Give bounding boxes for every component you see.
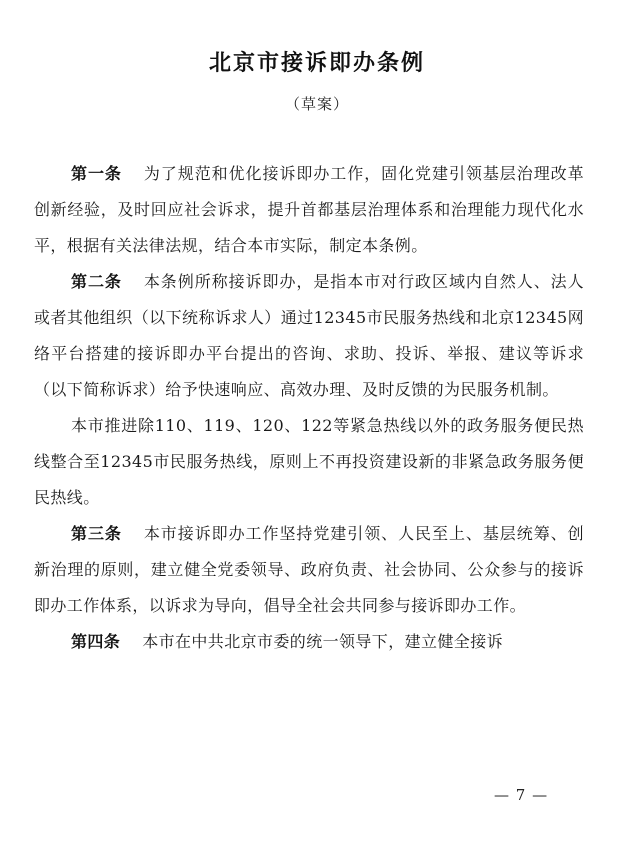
- continuation-paragraph: [34, 408, 584, 516]
- article-number: 第二条: [71, 272, 122, 291]
- article-number: 第一条: [71, 164, 122, 183]
- article-number: 第四条: [71, 632, 121, 651]
- paragraph-text: 本市推进除110、119、120、122等紧急热线以外的政务服务便民热线整合至12345市民服务热线，原则上不再投资建设新的非紧急政务服务便民热线。: [34, 416, 584, 507]
- document-title: 北京市接诉即办条例: [208, 51, 425, 76]
- paragraph-text: 本市接诉即办工作坚持党建引领、人民至上、基层统筹、创新治理的原则，建立健全党委领导、政府负责、社会协同、公众参与的接诉即办工作体系，以诉求为导向，倡导全社会共同参与接诉即办工作。: [34, 524, 585, 615]
- document-body: [34, 156, 584, 660]
- article-number: 第三条: [71, 524, 122, 543]
- article-paragraph-3: [34, 516, 584, 624]
- paragraph-text: 本条例所称接诉即办，是指本市对行政区域内自然人、法人或者其他组织（以下统称诉求人）通过12345市民服务热线和北京12345网络平台搭建的接诉即办平台提出的咨询、求助、投诉、举报、建议等诉求（以下简称诉求）给予快速响应、高效办理、及时反馈的为民服务机制。: [34, 272, 585, 399]
- article-paragraph-4: [34, 624, 584, 660]
- article-paragraph-1: [34, 156, 584, 264]
- paragraph-text: 本市在中共北京市委的统一领导下，建立健全接诉: [142, 632, 504, 651]
- page-number: — 7 —: [494, 786, 549, 804]
- paragraph-text: 为了规范和优化接诉即办工作，固化党建引领基层治理改革创新经验，及时回应社会诉求，提升首都基层治理体系和治理能力现代化水平，根据有关法律法规，结合本市实际，制定本条例。: [34, 164, 585, 255]
- document-subtitle: （草案）: [284, 95, 349, 113]
- article-paragraph-2: [34, 264, 584, 408]
